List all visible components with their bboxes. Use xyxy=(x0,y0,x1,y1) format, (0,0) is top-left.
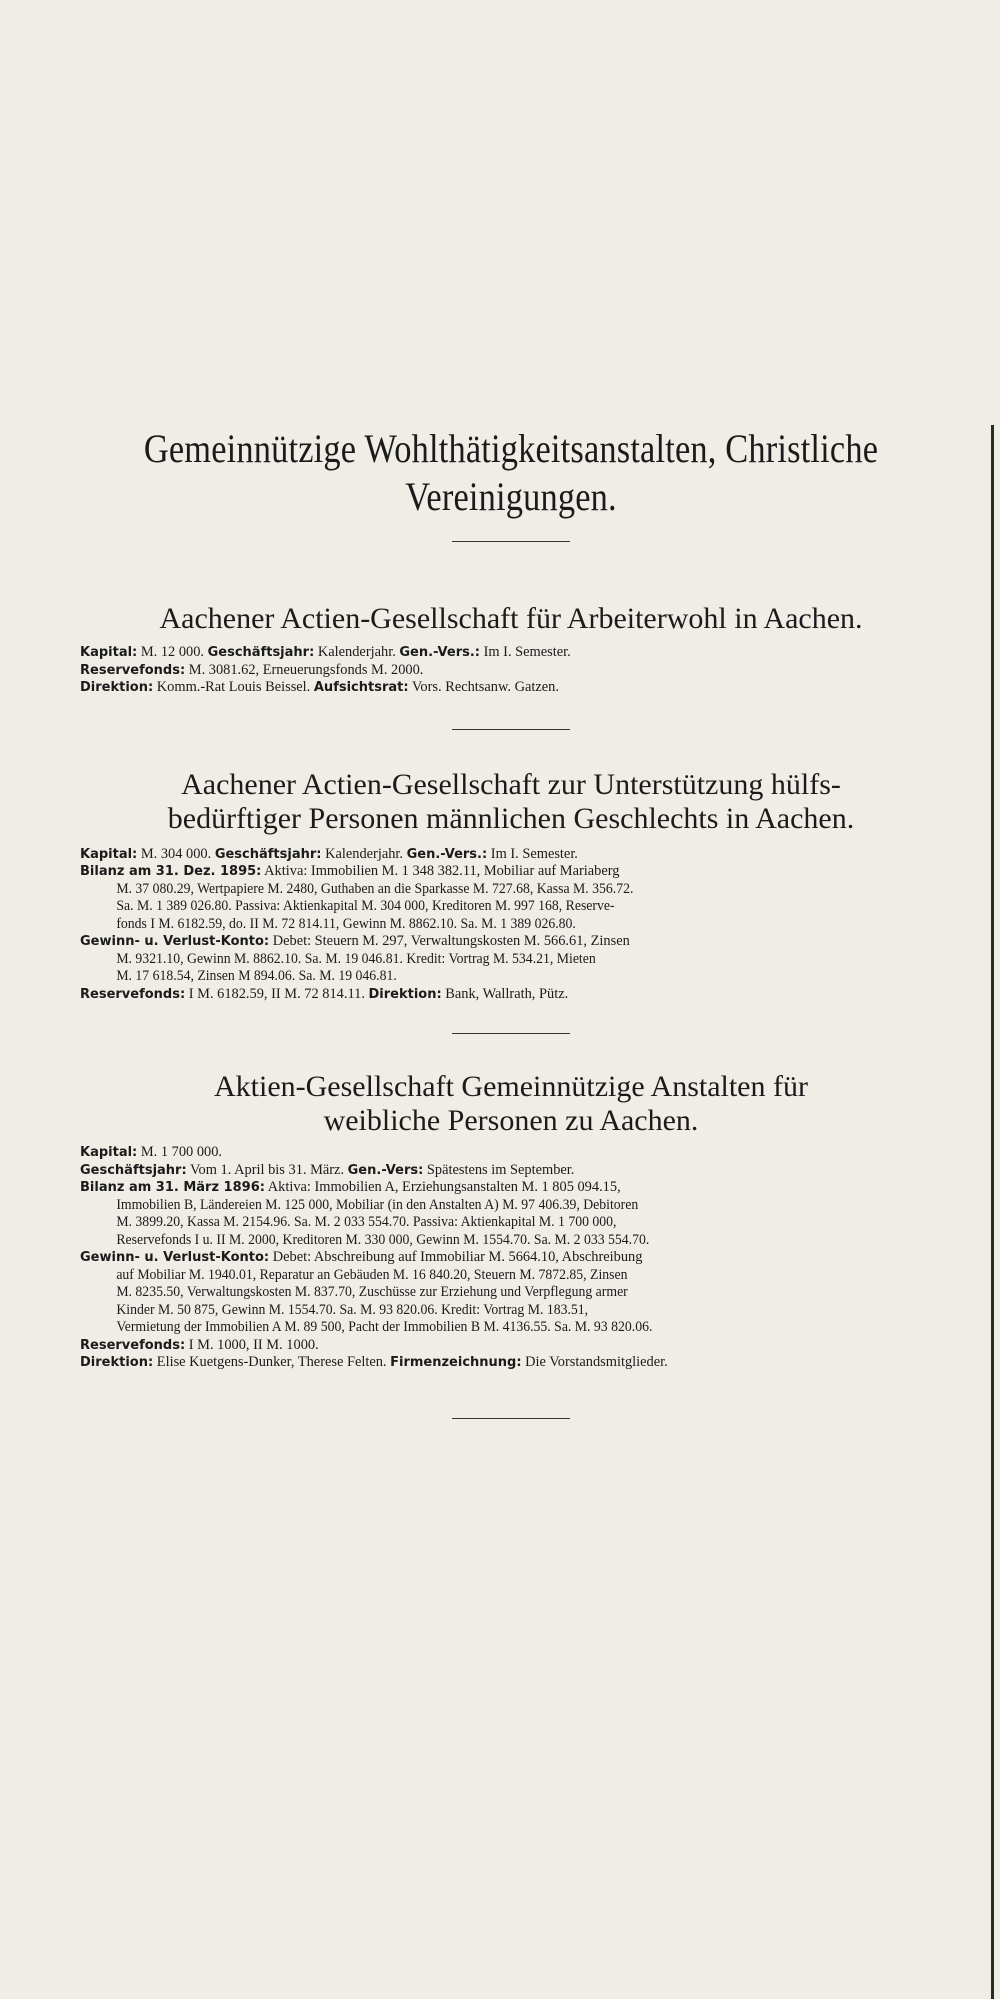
company-entry xyxy=(80,768,942,1035)
field-label: Gen.-Vers.: xyxy=(406,846,488,862)
field-label: Gen.-Vers.: xyxy=(399,645,480,660)
page-edge-line xyxy=(991,425,994,1999)
detail-line xyxy=(80,968,904,986)
field-value: Reservefonds I u. II M. 2000, Kreditoren M. 330 000, Gewinn M. 1554.70. Sa. M. 2 033 554.70. xyxy=(116,1231,650,1248)
field-label: Direktion: xyxy=(368,986,442,1002)
company-title-line: weibliche Personen zu Aachen. xyxy=(323,1104,699,1137)
detail-line xyxy=(80,679,942,697)
detail-line xyxy=(80,1319,904,1337)
field-value: Vermietung der Immobilien A M. 89 500, Pacht der Immobilien B M. 4136.55. Sa. M. 93 820.06. xyxy=(116,1319,653,1335)
company-title-line: Aachener Actien-Gesellschaft für Arbeiterwohl in Aachen. xyxy=(159,602,863,635)
company-entry xyxy=(80,602,942,730)
field-label: Reservefonds: xyxy=(80,662,186,678)
field-value: Im I. Semester. xyxy=(479,644,571,660)
detail-line xyxy=(80,986,942,1004)
detail-line xyxy=(80,846,942,864)
field-value: Kalenderjahr. xyxy=(321,845,407,862)
field-value: auf Mobiliar M. 1940.01, Reparatur an Gebäuden M. 16 840.20, Steuern M. 7872.85, Zinsen xyxy=(116,1266,628,1283)
field-value: I M. 1000, II M. 1000. xyxy=(185,1336,319,1353)
field-value: Komm.-Rat Louis Beissel. xyxy=(153,679,314,695)
detail-line xyxy=(80,1267,904,1285)
detail-line xyxy=(80,1144,942,1162)
detail-line xyxy=(80,1249,942,1267)
field-value: Elise Kuetgens-Dunker, Therese Felten. xyxy=(153,1354,391,1370)
field-label: Gewinn- u. Verlust-Konto: xyxy=(80,1250,270,1265)
detail-line xyxy=(80,1232,904,1250)
field-label: Gen.-Vers: xyxy=(347,1162,424,1178)
sections-container xyxy=(80,602,942,1419)
detail-line xyxy=(80,916,904,934)
detail-line xyxy=(80,898,904,916)
field-label: Kapital: xyxy=(80,645,138,660)
detail-line xyxy=(80,1354,942,1372)
field-label: Bilanz am 31. Dez. 1895: xyxy=(80,864,262,879)
field-value: M. 9321.10, Gewinn M. 8862.10. Sa. M. 19 046.81. Kredit: Vortrag M. 534.21, Mieten xyxy=(116,950,596,967)
field-value: M. 3081.62, Erneuerungsfonds M. 2000. xyxy=(185,661,424,678)
field-value: Die Vorstandsmitglieder. xyxy=(521,1354,668,1370)
divider-rule xyxy=(452,1418,570,1419)
field-label: Direktion: xyxy=(80,1355,154,1370)
field-value: M. 3899.20, Kassa M. 2154.96. Sa. M. 2 033 554.70. Passiva: Aktienkapital M. 1 700 000, xyxy=(116,1214,617,1230)
company-title-line: bedürftiger Personen männlichen Geschlechts in Aachen. xyxy=(167,801,855,835)
field-value: Spätestens im September. xyxy=(423,1161,575,1178)
field-value: Vors. Rechtsanw. Gatzen. xyxy=(408,679,559,695)
company-details xyxy=(80,846,942,1004)
detail-line xyxy=(80,1197,904,1215)
field-label: Kapital: xyxy=(80,846,138,862)
field-label: Reservefonds: xyxy=(80,1337,186,1353)
divider-rule xyxy=(452,1033,570,1034)
field-label: Geschäftsjahr: xyxy=(214,846,322,862)
detail-line xyxy=(80,881,904,899)
field-value: Sa. M. 1 389 026.80. Passiva: Aktienkapital M. 304 000, Kreditoren M. 997 168, Reserve- xyxy=(116,898,615,914)
detail-line xyxy=(80,644,942,662)
field-value: Kalenderjahr. xyxy=(314,644,400,660)
field-value: M. 304 000. xyxy=(137,845,215,862)
detail-line xyxy=(80,1179,942,1197)
field-label: Reservefonds: xyxy=(80,986,186,1002)
field-value: fonds I M. 6182.59, do. II M. 72 814.11, Gewinn M. 8862.10. Sa. M. 1 389 026.80. xyxy=(116,915,576,932)
field-value: M. 1 700 000. xyxy=(137,1144,222,1160)
detail-line xyxy=(80,1302,904,1320)
detail-line xyxy=(80,1162,942,1180)
detail-line xyxy=(80,1214,904,1232)
page-title-line-1: Gemeinnützige Wohlthätigkeitsanstalten, Christliche xyxy=(143,426,879,471)
field-label: Bilanz am 31. März 1896: xyxy=(80,1180,265,1195)
field-value: M. 37 080.29, Wertpapiere M. 2480, Guthaben an die Sparkasse M. 727.68, Kassa M. 356.72. xyxy=(116,880,634,897)
field-label: Direktion: xyxy=(80,680,154,695)
detail-line xyxy=(80,951,904,969)
field-value: M. 8235.50, Verwaltungskosten M. 837.70, Zuschüsse zur Erziehung und Verpflegung armer xyxy=(116,1284,628,1300)
company-title-line: Aachener Actien-Gesellschaft zur Unterstützung hülfs- xyxy=(181,767,841,801)
company-entry xyxy=(80,1070,942,1419)
company-title xyxy=(80,602,942,636)
company-details xyxy=(80,644,942,697)
company-title xyxy=(80,768,942,836)
field-value: Aktiva: Immobilien M. 1 348 382.11, Mobiliar auf Mariaberg xyxy=(261,863,620,879)
detail-line xyxy=(80,1284,904,1302)
divider-rule xyxy=(452,541,570,542)
divider-rule xyxy=(452,729,570,730)
field-value: Vom 1. April bis 31. März. xyxy=(186,1161,348,1178)
detail-line xyxy=(80,863,942,881)
document-page xyxy=(0,425,1000,1999)
page-title xyxy=(140,425,881,521)
field-label: Firmenzeichnung: xyxy=(390,1355,522,1370)
field-value: Aktiva: Immobilien A, Erziehungsanstalten M. 1 805 094.15, xyxy=(264,1179,621,1195)
company-title xyxy=(80,1070,942,1138)
field-value: Kinder M. 50 875, Gewinn M. 1554.70. Sa. M. 93 820.06. Kredit: Vortrag M. 183.51, xyxy=(116,1301,589,1318)
field-label: Geschäftsjahr: xyxy=(207,645,315,660)
field-value: M. 17 618.54, Zinsen M 894.06. Sa. M. 19 046.81. xyxy=(116,968,397,984)
detail-line xyxy=(80,1337,942,1355)
field-value: Debet: Abschreibung auf Immobiliar M. 5664.10, Abschreibung xyxy=(269,1249,643,1265)
field-label: Geschäftsjahr: xyxy=(80,1162,187,1178)
field-value: Im I. Semester. xyxy=(487,845,578,862)
field-label: Kapital: xyxy=(80,1145,138,1160)
company-details xyxy=(80,1144,942,1372)
field-label: Aufsichtsrat: xyxy=(313,680,409,695)
field-value: Immobilien B, Ländereien M. 125 000, Mobiliar (in den Anstalten A) M. 97 406.39, Debitoren xyxy=(116,1196,639,1213)
detail-line xyxy=(80,933,942,951)
page-title-line-2: Vereinigungen. xyxy=(405,474,617,519)
field-value: M. 12 000. xyxy=(137,644,208,660)
detail-line xyxy=(80,662,942,680)
company-title-line: Aktien-Gesellschaft Gemeinnützige Anstalten für xyxy=(214,1070,808,1103)
field-label: Gewinn- u. Verlust-Konto: xyxy=(80,934,270,949)
field-value: I M. 6182.59, II M. 72 814.11. xyxy=(185,985,369,1002)
field-value: Debet: Steuern M. 297, Verwaltungskosten M. 566.61, Zinsen xyxy=(269,933,630,949)
field-value: Bank, Wallrath, Pütz. xyxy=(441,985,569,1002)
